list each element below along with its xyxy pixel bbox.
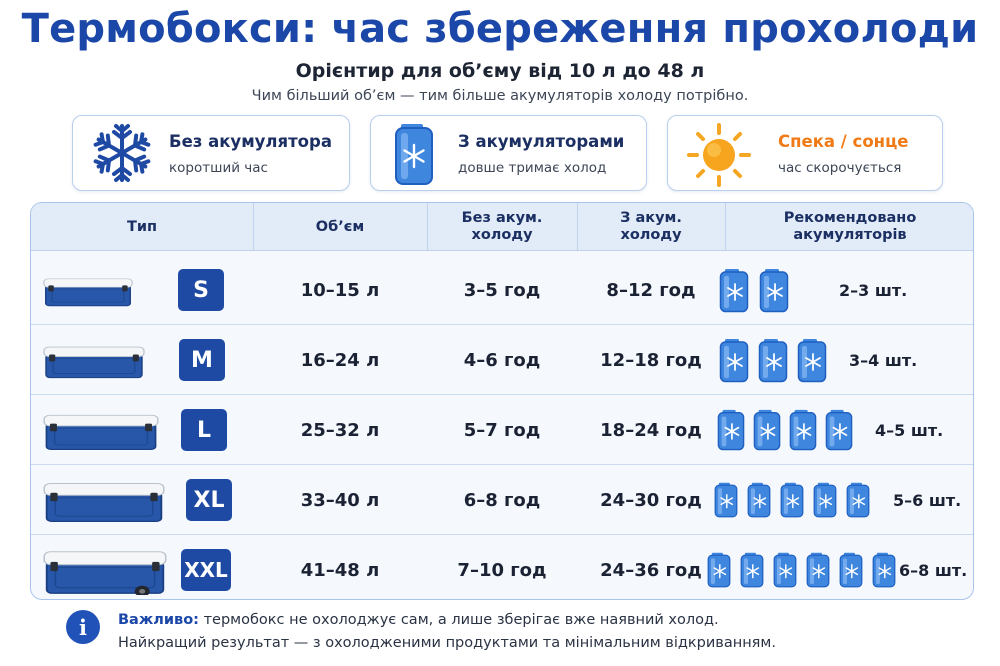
- header-no-packs: [427, 203, 577, 251]
- ice-pack-icon: [773, 552, 797, 588]
- size-badge: XL: [186, 479, 232, 521]
- with-packs-cell: 18–24 год: [600, 419, 702, 441]
- header-no-packs-line1: Без акум.: [461, 210, 543, 226]
- ice-pack-icon: [707, 552, 731, 588]
- pack-count: 5–6 шт.: [893, 490, 962, 510]
- with-packs-cell: 8–12 год: [606, 279, 696, 301]
- with-packs-cell: 12–18 год: [600, 349, 702, 371]
- header-with-packs-line2: холоду: [620, 227, 682, 243]
- size-badge: S: [178, 269, 224, 311]
- table-row: [31, 395, 974, 465]
- header-recommended-line1: Рекомендовано: [783, 210, 917, 226]
- table-row: [31, 465, 974, 535]
- note-text-1: термобокс не охолоджує сам, а лише зберігає вже наявний холод.: [203, 612, 719, 628]
- header-type: Тип: [126, 218, 158, 235]
- legend-card-heat: [667, 115, 943, 191]
- size-badge: XXL: [181, 549, 231, 591]
- cooler-icon: [43, 481, 165, 523]
- table-row: [31, 325, 974, 395]
- cooler-icon: [43, 277, 133, 307]
- pack-count: 6–8 шт.: [899, 560, 968, 580]
- info-icon: i: [66, 610, 100, 644]
- no-packs-cell: 5–7 год: [463, 419, 541, 441]
- table-row: [31, 535, 974, 600]
- volume-cell: 10–15 л: [300, 279, 380, 301]
- sun-icon: [686, 122, 748, 184]
- no-packs-cell: 6–8 год: [463, 489, 541, 511]
- cooler-icon: [43, 549, 167, 595]
- legend-text: коротший час: [169, 160, 268, 176]
- capacity-table: [30, 202, 974, 600]
- ice-pack-icon: [839, 552, 863, 588]
- cooler-icon: [43, 413, 159, 451]
- no-packs-cell: 7–10 год: [457, 559, 547, 581]
- legend-card-with-packs: [370, 115, 647, 191]
- ice-pack-icon: [717, 409, 745, 451]
- ice-pack-icon: [747, 482, 771, 518]
- legend-title: Спека / сонце: [778, 132, 909, 151]
- ice-pack-icon: [872, 552, 896, 588]
- note-line-2: Найкращий результат — з охолодженими продуктами та мінімальним відкриванням.: [118, 635, 776, 651]
- pack-count: 2–3 шт.: [839, 280, 908, 300]
- ice-pack-icon: [759, 268, 789, 313]
- pack-count: 3–4 шт.: [849, 350, 918, 370]
- legend-title: Без акумулятора: [169, 132, 332, 151]
- volume-cell: 25–32 л: [300, 419, 380, 441]
- no-packs-cell: 4–6 год: [463, 349, 541, 371]
- ice-pack-icon: [719, 268, 749, 313]
- ice-pack-icon: [714, 482, 738, 518]
- header-volume: Об’єм: [315, 218, 365, 235]
- ice-pack-icon: [825, 409, 853, 451]
- ice-pack-icon: [393, 122, 455, 184]
- header-no-packs-line2: холоду: [471, 227, 533, 243]
- volume-cell: 41–48 л: [300, 559, 380, 581]
- pack-count: 4–5 шт.: [875, 420, 944, 440]
- size-badge: M: [179, 339, 225, 381]
- ice-pack-icon: [789, 409, 817, 451]
- table-header: [31, 203, 974, 251]
- ice-pack-icon: [806, 552, 830, 588]
- legend-text: час скорочується: [778, 160, 902, 176]
- with-packs-cell: 24–36 год: [600, 559, 702, 581]
- header-with-packs-line1: З акум.: [620, 210, 682, 226]
- ice-pack-icon: [753, 409, 781, 451]
- header-with-packs: [577, 203, 725, 251]
- ice-pack-icon: [758, 338, 788, 383]
- note-label: Важливо:: [118, 612, 199, 628]
- volume-cell: 16–24 л: [300, 349, 380, 371]
- ice-pack-icon: [719, 338, 749, 383]
- page-title: Термобокси: час збереження прохолоди: [21, 6, 979, 52]
- snowflake-icon: [91, 122, 153, 184]
- no-packs-cell: 3–5 год: [463, 279, 541, 301]
- legend-title: З акумуляторами: [458, 132, 625, 151]
- note-line-1: [118, 612, 719, 628]
- page-subtitle: Орієнтир для об’єму від 10 л до 48 л: [295, 60, 705, 82]
- header-recommended: [725, 203, 974, 251]
- cooler-icon: [43, 345, 145, 379]
- ice-pack-icon: [740, 552, 764, 588]
- volume-cell: 33–40 л: [300, 489, 380, 511]
- lead-text: Чим більший об’єм — тим більше акумуляторів холоду потрібно.: [251, 88, 749, 104]
- ice-pack-icon: [780, 482, 804, 518]
- ice-pack-icon: [846, 482, 870, 518]
- legend-text: довше тримає холод: [458, 160, 607, 176]
- size-badge: L: [181, 409, 227, 451]
- ice-pack-icon: [813, 482, 837, 518]
- ice-pack-icon: [797, 338, 827, 383]
- legend-card-no-pack: [72, 115, 350, 191]
- header-recommended-line2: акумуляторів: [793, 227, 907, 243]
- table-row: [31, 255, 974, 325]
- with-packs-cell: 24–30 год: [600, 489, 702, 511]
